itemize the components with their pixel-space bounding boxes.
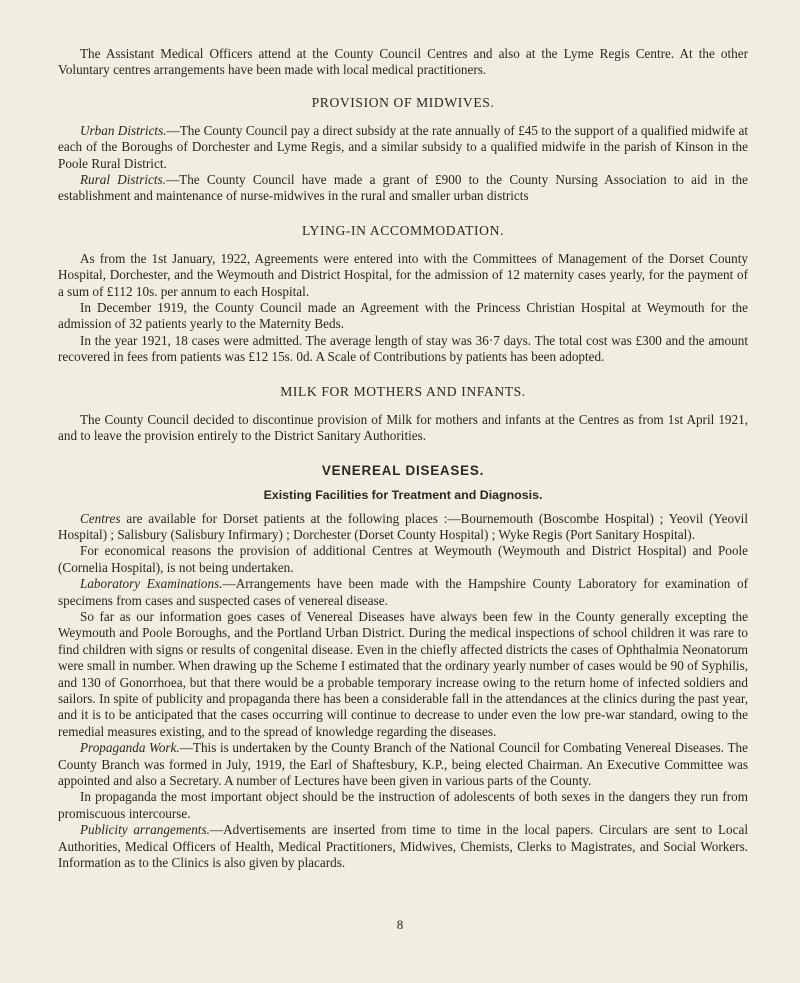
venereal-paragraph-2: For economical reasons the provision of additional Centres at Weymouth (Weymouth and District Hospital) and Poole (Cornelia Hospital), is not being undertaken.	[58, 543, 748, 575]
urban-districts-lead: Urban Districts.	[80, 122, 167, 138]
midwives-rural-paragraph	[58, 172, 748, 205]
rural-districts-text: —The County Council have made a grant of £900 to the County Nursing Association to aid in the establishment and maintenance of nurse-midwives in the rural and smaller urban districts	[58, 172, 748, 204]
milk-heading: MILK FOR MOTHERS AND INFANTS.	[280, 383, 526, 399]
venereal-laboratory-paragraph	[58, 576, 748, 609]
publicity-text: —Advertisements are inserted from time to time in the local papers. Circulars are sent to Local Authorities, Medical Officers of Health, Medical Practitioners, Midwives, Chemists, Clerks to Magistrates, and Social Workers. Information as to the Clinics is also given by placards.	[58, 822, 748, 871]
lying-in-heading: LYING-IN ACCOMMODATION.	[302, 222, 504, 238]
venereal-heading: VENEREAL DISEASES.	[321, 462, 485, 478]
lying-in-paragraph-2: In December 1919, the County Council made an Agreement with the Princess Christian Hospital at Weymouth for the admission of 32 patients yearly to the Maternity Beds.	[58, 300, 748, 332]
propaganda-lead: Propaganda Work.	[80, 740, 180, 756]
venereal-propaganda-paragraph	[58, 740, 748, 789]
urban-districts-text: —The County Council pay a direct subsidy at the rate annually of £45 to the support of a qualified midwife at each of the Boroughs of Dorchester and Lyme Regis, and a similar subsidy to a qualified midwife in the parish of Kinson in the Poole Rural District.	[58, 122, 748, 171]
venereal-section	[58, 463, 748, 872]
page-number: 8	[396, 917, 404, 932]
venereal-subheading: Existing Facilities for Treatment and Diagnosis.	[263, 487, 543, 502]
lying-in-section	[58, 223, 748, 366]
venereal-publicity-paragraph	[58, 822, 748, 871]
milk-section	[58, 384, 748, 445]
publicity-lead: Publicity arrangements.	[80, 822, 210, 838]
lying-in-paragraph-3: In the year 1921, 18 cases were admitted. The average length of stay was 36·7 days. The total cost was £300 and the amount recovered in fees from patients was £12 15s. 0d. A Scale of Contributions by patients has been adopted.	[58, 332, 748, 365]
midwives-section	[58, 95, 748, 205]
propaganda-text: —This is undertaken by the County Branch of the National Council for Combating Venereal Diseases. The County Branch was formed in July, 1919, the Earl of Shaftesbury, K.P., being elected Chairman. An Executive Committee was appointed and also a Secretary. A number of Lectures have been given in various parts of the County.	[58, 740, 748, 788]
intro-paragraph: The Assistant Medical Officers attend at the County Council Centres and also at the Lyme Regis Centre. At the other Voluntary centres arrangements have been made with local medical practitioners.	[58, 46, 748, 78]
lying-in-paragraph-1: As from the 1st January, 1922, Agreements were entered into with the Committees of Management of the Dorset County Hospital, Dorchester, and the Weymouth and District Hospital, for the admission of 12 maternity cases yearly, for the payment of a sum of £112 10s. per annum to each Hospital.	[58, 250, 748, 299]
laboratory-lead: Laboratory Examinations.	[80, 576, 223, 592]
laboratory-text: —Arrangements have been made with the Hampshire County Laboratory for examination of specimens from cases and suspected cases of venereal disease.	[58, 576, 748, 608]
rural-districts-lead: Rural Districts.	[80, 172, 166, 188]
centres-lead: Centres	[80, 510, 121, 526]
centres-text: are available for Dorset patients at the following places :—Bournemouth (Boscombe Hospital) ; Yeovil (Yeovil Hospital) ; Salisbury (Salisbury Infirmary) ; Dorchester (Dorset County Hospital) ; Wyke Regis (Port Sanitary Hospital).	[58, 510, 748, 542]
midwives-heading: PROVISION OF MIDWIVES.	[311, 94, 495, 110]
venereal-paragraph-6: In propaganda the most important object should be the instruction of adolescents of both sexes in the dangers they run from promiscuous intercourse.	[58, 789, 748, 821]
venereal-paragraph-4: So far as our information goes cases of Venereal Diseases have always been few in the County generally excepting the Weymouth and Poole Boroughs, and the Portland Urban District. During the medical inspections of school children it was rare to find children with signs or results of congenital disease. Even in the chiefly affected districts the cases of Ophthalmia Neonatorum were small in number. When drawing up the Scheme I estimated that the ordinary yearly number of cases would be 90 of Syphilis, and 130 of Gonorrhoea, but that there would be a probable temporary increase owing to the return home of infected soldiers and sailors. In spite of publicity and propaganda there has been a considerable fall in the attendances at the clinics during the past year, and it is to be anticipated that the cases occurring will continue to decrease to under even the low pre-war standard, owing to the remedial measures existing, and to the spread of knowledge regarding the diseases.	[58, 608, 748, 739]
milk-paragraph: The County Council decided to discontinue provision of Milk for mothers and infants at the Centres as from 1st April 1921, and to leave the provision entirely to the District Sanitary Authorities.	[58, 411, 748, 444]
midwives-urban-paragraph	[58, 123, 748, 172]
venereal-centres-paragraph	[58, 511, 748, 544]
